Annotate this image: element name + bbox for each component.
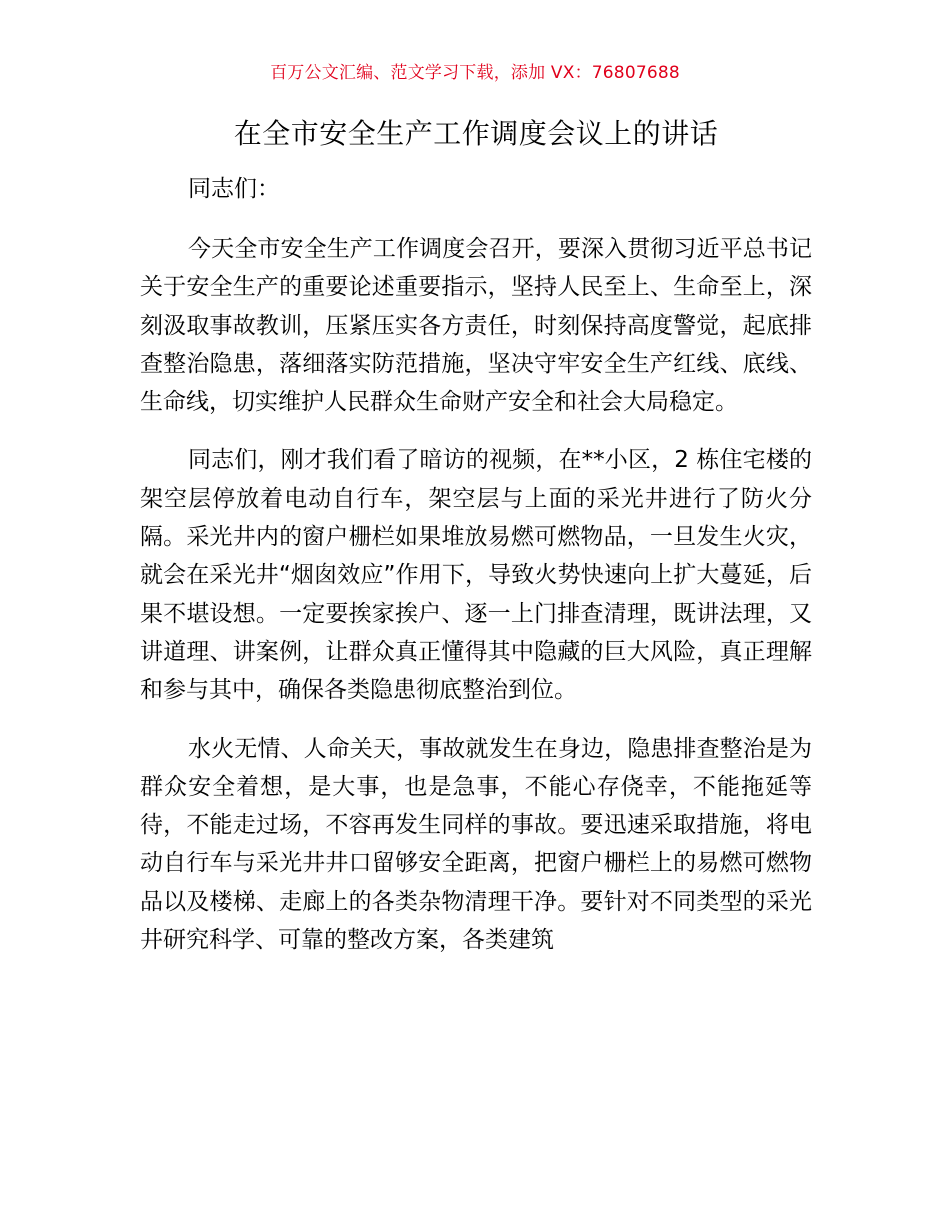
paragraph-3: 水火无情、人命关天，事故就发生在身边，隐患排查整治是为群众安全着想，是大事，也是急事，不能心存侥幸，不能拖延等待，不能走过场，不容再发生同样的事故。要迅速采取措施，将电动自行车与采光井井口留够安全距离，把窗户栅栏上的易燃可燃物品以及楼梯、走廊上的各类杂物清理干净。要针对不同类型的采光井研究科学、可靠的整改方案，各类建筑 xyxy=(140,735,812,954)
document-title: 在全市安全生产工作调度会议上的讲话 xyxy=(233,117,719,150)
paragraph-2: 同志们，刚才我们看了暗访的视频，在**小区，2 栋住宅楼的架空层停放着电动自行车，架空层与上面的采光井进行了防火分隔。采光井内的窗户栅栏如果堆放易燃可燃物品，一旦发生火灾，就会在采光井“烟囱效应”作用下，导致火势快速向上扩大蔓延，后果不堪设想。一定要挨家挨户、逐一上门排查清理，既讲法理，又讲道理、讲案例，让群众真正懂得其中隐藏的巨大风险，真正理解和参与其中，确保各类隐患彻底整治到位。 xyxy=(140,447,812,704)
watermark-header: 百万公文汇编、范文学习下载，添加 VX：76807688 xyxy=(270,63,680,83)
paragraph-1: 今天全市安全生产工作调度会召开，要深入贯彻习近平总书记关于安全生产的重要论述重要指示，坚持人民至上、生命至上，深刻汲取事故教训，压紧压实各方责任，时刻保持高度警觉，起底排查整治隐患，落细落实防范措施，坚决守牢安全生产红线、底线、生命线，切实维护人民群众生命财产安全和社会大局稳定。 xyxy=(140,236,812,416)
salutation: 同志们： xyxy=(188,176,280,202)
document-body xyxy=(140,112,812,979)
